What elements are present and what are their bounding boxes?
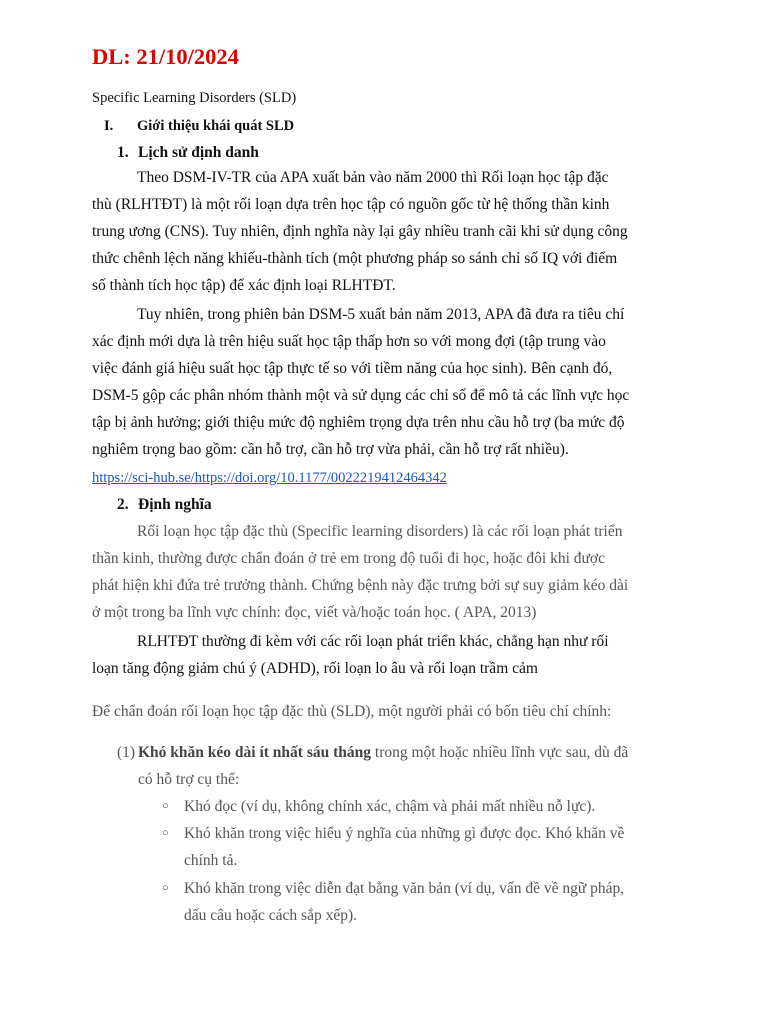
emphasis-text: Khó khăn kéo dài ít nhất sáu tháng	[138, 744, 372, 761]
document-subtitle: Specific Learning Disorders (SLD)	[92, 90, 297, 106]
bullet-item-line: Khó đọc (ví dụ, không chính xác, chậm và phải mất nhiều nỗ lực).	[184, 798, 596, 815]
paragraph-line: trung ương (CNS). Tuy nhiên, định nghĩa này lại gây nhiều tranh cãi khi sử dụng công	[92, 223, 628, 240]
paragraph-line: việc đánh giá hiệu suất học tập thực tế so với tiềm năng của học sinh). Bên cạnh đó,	[92, 360, 613, 377]
paragraph-line: Theo DSM-IV-TR của APA xuất bản vào năm 2000 thì Rối loạn học tập đặc	[137, 169, 609, 186]
subsection-number: 1.	[117, 144, 129, 161]
paragraph-line: Rối loạn học tập đặc thù (Specific learning disorders) là các rối loạn phát triển	[137, 523, 623, 540]
paragraph-line: Tuy nhiên, trong phiên bản DSM-5 xuất bản năm 2013, APA đã đưa ra tiêu chí	[137, 306, 625, 323]
paragraph-line: thần kinh, thường được chẩn đoán ở trẻ em trong độ tuổi đi học, hoặc đôi khi được	[92, 550, 605, 567]
bullet-item-line: Khó khăn trong việc diễn đạt bằng văn bản (ví dụ, vấn đề về ngữ pháp,	[184, 880, 625, 897]
bullet-item-line: dấu câu hoặc cách sắp xếp).	[184, 907, 357, 924]
paragraph-line: nghiêm trọng bao gồm: cần hỗ trợ, cần hỗ trợ vừa phải, cần hỗ trợ rất nhiều).	[92, 441, 569, 458]
section-heading: Giới thiệu khái quát SLD	[137, 118, 295, 134]
list-item-line	[138, 743, 628, 763]
circle-bullet-icon: ○	[162, 800, 169, 812]
paragraph-line: thù (RLHTĐT) là một rối loạn dựa trên học tập có nguồn gốc từ hệ thống thần kinh	[92, 196, 610, 213]
paragraph-line: tập bị ảnh hưởng; giới thiệu mức độ nghiêm trọng dựa trên nhu cầu hỗ trợ (ba mức độ	[92, 414, 625, 431]
section-number: I.	[104, 118, 114, 134]
subsection-number: 2.	[117, 496, 129, 513]
list-item-line: có hỗ trợ cụ thể:	[138, 771, 240, 788]
paragraph-line: xác định mới dựa là trên hiệu suất học tập thấp hơn so với mong đợi (tập trung vào	[92, 333, 606, 350]
paragraph-line: thức chênh lệch năng khiếu-thành tích (một phương pháp so sánh chỉ số IQ với điểm	[92, 250, 618, 267]
paragraph-line: số thành tích học tập) để xác định loại RLHTĐT.	[92, 277, 396, 294]
paragraph-line: ở một trong ba lĩnh vực chính: đọc, viết và/hoặc toán học. ( APA, 2013)	[92, 604, 537, 621]
circle-bullet-icon: ○	[162, 827, 169, 839]
paragraph-line: Để chẩn đoán rối loạn học tập đặc thù (SLD), một người phải có bốn tiêu chí chính:	[92, 703, 612, 720]
list-number: (1)	[117, 744, 136, 761]
bullet-item-line: chính tả.	[184, 852, 238, 869]
page-title: DL: 21/10/2024	[92, 44, 239, 69]
subsection-heading: Định nghĩa	[138, 496, 212, 513]
reference-link[interactable]: https://sci-hub.se/https://doi.org/10.1177/0022219412464342	[92, 470, 447, 486]
subsection-heading: Lịch sử định danh	[138, 144, 259, 161]
circle-bullet-icon: ○	[162, 882, 169, 894]
bullet-item-line: Khó khăn trong việc hiểu ý nghĩa của những gì được đọc. Khó khăn về	[184, 825, 625, 842]
list-item-text: trong một hoặc nhiều lĩnh vực sau, dù đã	[371, 744, 629, 761]
paragraph-line: DSM-5 gộp các phân nhóm thành một và sử dụng các chỉ số để mô tả các lĩnh vực học	[92, 387, 630, 404]
paragraph-line: loạn tăng động giảm chú ý (ADHD), rối loạn lo âu và rối loạn trầm cảm	[92, 660, 538, 677]
paragraph-line: phát hiện khi đứa trẻ trưởng thành. Chứng bệnh này đặc trưng bởi sự suy giảm kéo dài	[92, 577, 629, 594]
paragraph-line: RLHTĐT thường đi kèm với các rối loạn phát triển khác, chẳng hạn như rối	[137, 633, 609, 650]
